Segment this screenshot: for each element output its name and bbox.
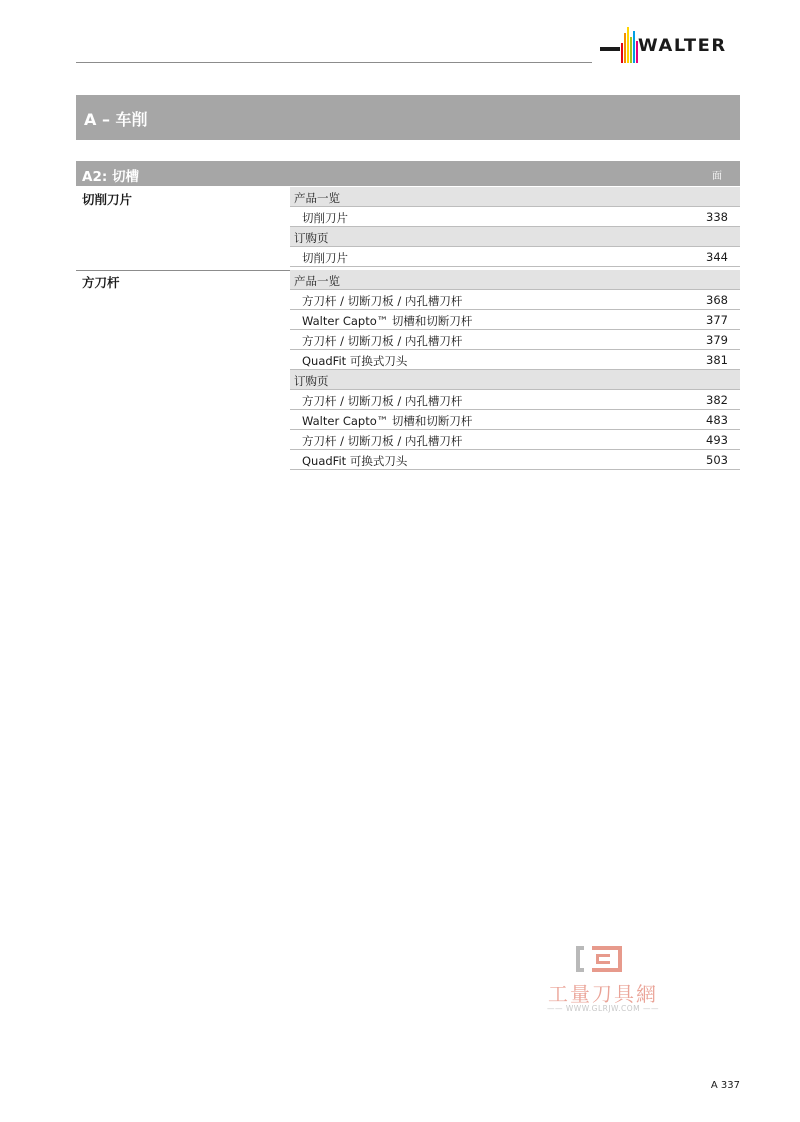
page-ref: 377 [706, 313, 728, 327]
subheading-row [290, 227, 740, 247]
subheading-label: 订购页 [294, 374, 329, 388]
logo-text: WALTER [638, 36, 727, 56]
item-label: 切削刀片 [302, 211, 348, 225]
group-rows [290, 270, 740, 470]
subheading-label: 订购页 [294, 231, 329, 245]
table-row[interactable] [290, 350, 740, 370]
table-row[interactable] [290, 207, 740, 227]
subheading-label: 产品一览 [294, 191, 340, 205]
table-row[interactable] [290, 310, 740, 330]
logo-bar [621, 43, 623, 63]
page-column-label: 面 [712, 171, 722, 182]
page-ref: 382 [706, 393, 728, 407]
logo-color-bars [600, 27, 640, 63]
item-label: 方刀杆 / 切断刀板 / 内孔槽刀杆 [302, 294, 463, 308]
subheading-label: 产品一览 [294, 274, 340, 288]
table-row[interactable] [290, 410, 740, 430]
page-ref: 493 [706, 433, 728, 447]
item-label: Walter Capto™ 切槽和切断刀杆 [302, 414, 473, 428]
table-row[interactable] [290, 390, 740, 410]
table-row[interactable] [290, 330, 740, 350]
logo-dash [600, 47, 620, 51]
chapter-header [76, 95, 740, 140]
logo-bar [633, 31, 635, 63]
watermark-url: —— WWW.GLRJW.COM —— [546, 1004, 659, 1013]
header-rule [76, 62, 592, 63]
group-label: 方刀杆 [82, 275, 120, 290]
logo-bar [624, 33, 626, 63]
item-label: QuadFit 可换式刀头 [302, 454, 408, 468]
group-label: 切削刀片 [82, 192, 133, 207]
subheading-row [290, 187, 740, 207]
table-row[interactable] [290, 290, 740, 310]
watermark-title: 工量刀具網 [548, 982, 658, 1006]
page-ref: 379 [706, 333, 728, 347]
page-ref: 381 [706, 353, 728, 367]
item-label: QuadFit 可换式刀头 [302, 354, 408, 368]
page-ref: 338 [706, 210, 728, 224]
logo-bar [630, 37, 632, 63]
table-row[interactable] [290, 247, 740, 267]
page-ref: 344 [706, 250, 728, 264]
logo-bar [627, 27, 629, 63]
chapter-title: A – 车削 [84, 110, 148, 129]
walter-logo [600, 27, 740, 63]
watermark-logo-bracket [576, 946, 584, 972]
table-row[interactable] [290, 430, 740, 450]
item-label: 方刀杆 / 切断刀板 / 内孔槽刀杆 [302, 394, 463, 408]
watermark [536, 946, 670, 1016]
page-number: A 337 [710, 1080, 740, 1091]
table-row[interactable] [290, 450, 740, 470]
subheading-row [290, 270, 740, 290]
item-label: 切削刀片 [302, 251, 348, 265]
item-label: Walter Capto™ 切槽和切断刀杆 [302, 314, 473, 328]
item-label: 方刀杆 / 切断刀板 / 内孔槽刀杆 [302, 434, 463, 448]
section-title: A2: 切槽 [82, 169, 139, 185]
subheading-row [290, 370, 740, 390]
item-label: 方刀杆 / 切断刀板 / 内孔槽刀杆 [302, 334, 463, 348]
page-ref: 503 [706, 453, 728, 467]
page-ref: 368 [706, 293, 728, 307]
group-rows [290, 187, 740, 267]
watermark-logo-inner [596, 954, 610, 964]
section-header [76, 161, 740, 186]
page-ref: 483 [706, 413, 728, 427]
